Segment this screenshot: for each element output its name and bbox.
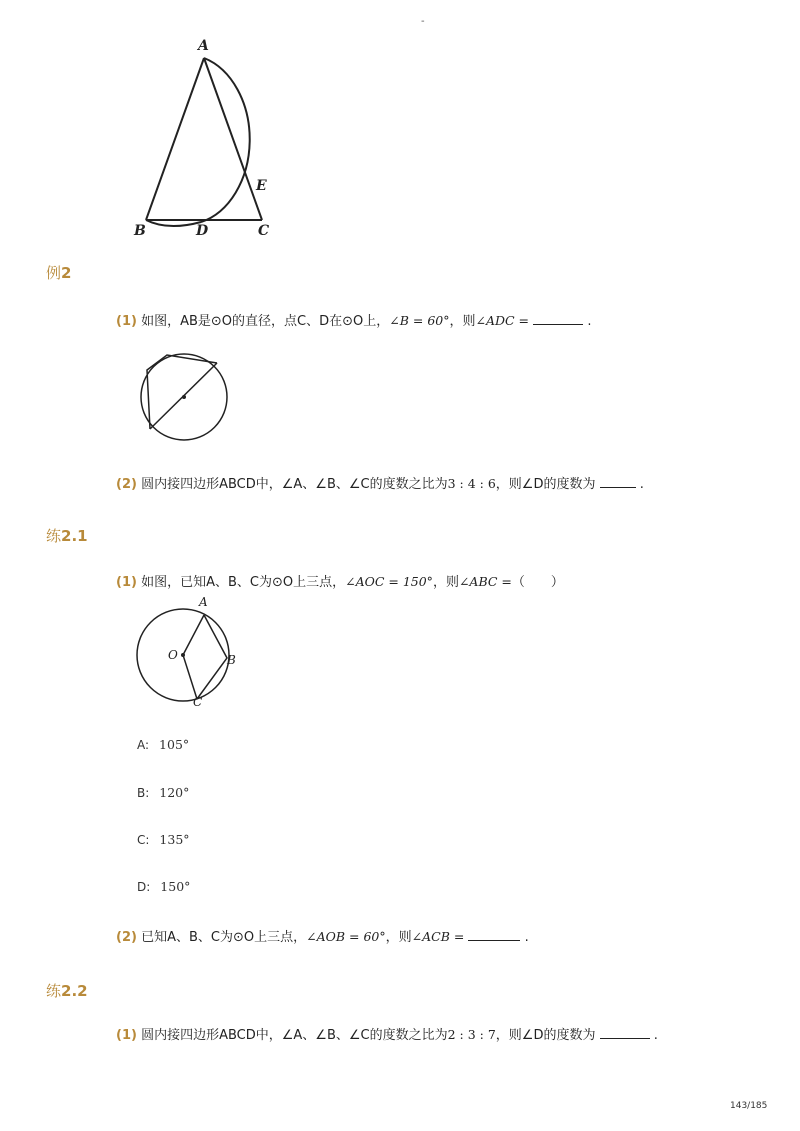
fig1-semicircle-arc [201,58,250,222]
question-text: ，则 [385,930,412,945]
math-expression: ∠ABC = [458,574,512,589]
period: . [639,477,644,492]
practice-2-1-question-1 [116,571,564,590]
math-ratio: 2 : 3 : 7 [447,1027,496,1042]
header-dash: - [421,16,425,27]
question-text: ，则∠D的度数为 [495,477,596,492]
practice-prefix: 练 [46,982,62,1000]
period: . [524,930,529,945]
fig3-label-o: O [168,648,178,662]
fig1-label-d: D [196,223,209,239]
practice-2-1-heading [46,525,88,546]
fig2-chords [147,355,217,429]
option-value: 150° [160,879,191,894]
fig3-label-a: A [199,595,208,609]
question-number: (1) [116,1028,137,1043]
math-expression: ∠ADC = [475,313,530,328]
fig1-side-ab [146,58,204,220]
figure-triangle-semicircle [128,34,288,246]
fig1-label-c: C [258,223,270,239]
period: . [587,314,592,329]
fig1-label-a: A [198,38,209,54]
practice-2-2-question-1 [116,1024,658,1043]
option-c[interactable] [137,829,190,848]
example-2-question-2 [116,473,644,492]
math-expression: ∠ACB = [411,929,465,944]
option-label: B: [137,786,150,800]
page-number: 143/185 [730,1101,768,1111]
answer-blank[interactable] [533,312,583,325]
example-2-number: 2 [61,264,72,282]
question-text: 如图，已知A、B、C为⊙O上三点， [141,575,346,590]
fig3-label-c: C [193,695,203,709]
fig2-center-dot [182,395,186,399]
question-number: (1) [116,314,137,329]
question-text: ，则 [449,314,476,329]
option-value: 120° [159,785,190,800]
question-text: 圆内接四边形ABCD中，∠A、∠B、∠C的度数之比为 [141,1028,448,1043]
period: . [653,1028,658,1043]
question-text: ，则∠D的度数为 [495,1028,596,1043]
practice-prefix: 练 [46,527,62,545]
example-2-question-1 [116,310,591,329]
option-value: 105° [159,737,190,752]
answer-blank[interactable] [468,928,520,941]
question-text: 已知A、B、C为⊙O上三点， [141,930,307,945]
answer-blank[interactable] [600,475,636,488]
question-text: 如图，AB是⊙O的直径，点C、D在⊙O上， [141,314,390,329]
example-2-heading [46,262,71,283]
option-label: D: [137,880,151,894]
answer-blank[interactable] [600,1026,650,1039]
option-d[interactable] [137,876,190,895]
fig3-radii [183,615,204,699]
option-b[interactable] [137,782,189,801]
fig3-label-b: B [227,653,236,667]
option-label: C: [137,833,150,847]
math-expression: ∠B = 60° [389,313,450,328]
math-expression: ∠AOC = 150° [345,574,433,589]
question-text: ，则 [432,575,459,590]
practice-2-1-question-2 [116,926,529,945]
question-number: (2) [116,477,137,492]
fig1-label-e: E [256,178,267,194]
math-ratio: 3 : 4 : 6 [447,476,496,491]
answer-parentheses[interactable]: （ ） [511,575,564,590]
figure-circle-quadrilateral [128,334,238,446]
fig3-chords [197,615,227,699]
option-a[interactable] [137,734,189,753]
option-label: A: [137,738,150,752]
fig1-label-b: B [134,223,146,239]
practice-number: 2.1 [61,527,88,545]
fig3-center-dot [181,653,185,657]
practice-number: 2.2 [61,982,88,1000]
question-number: (1) [116,575,137,590]
option-value: 135° [159,832,190,847]
example-2-prefix: 例 [46,264,62,282]
question-number: (2) [116,930,137,945]
math-expression: ∠AOB = 60° [306,929,386,944]
practice-2-2-heading [46,980,88,1001]
figure-circle-central-angle [128,594,244,710]
question-text: 圆内接四边形ABCD中，∠A、∠B、∠C的度数之比为 [141,477,448,492]
